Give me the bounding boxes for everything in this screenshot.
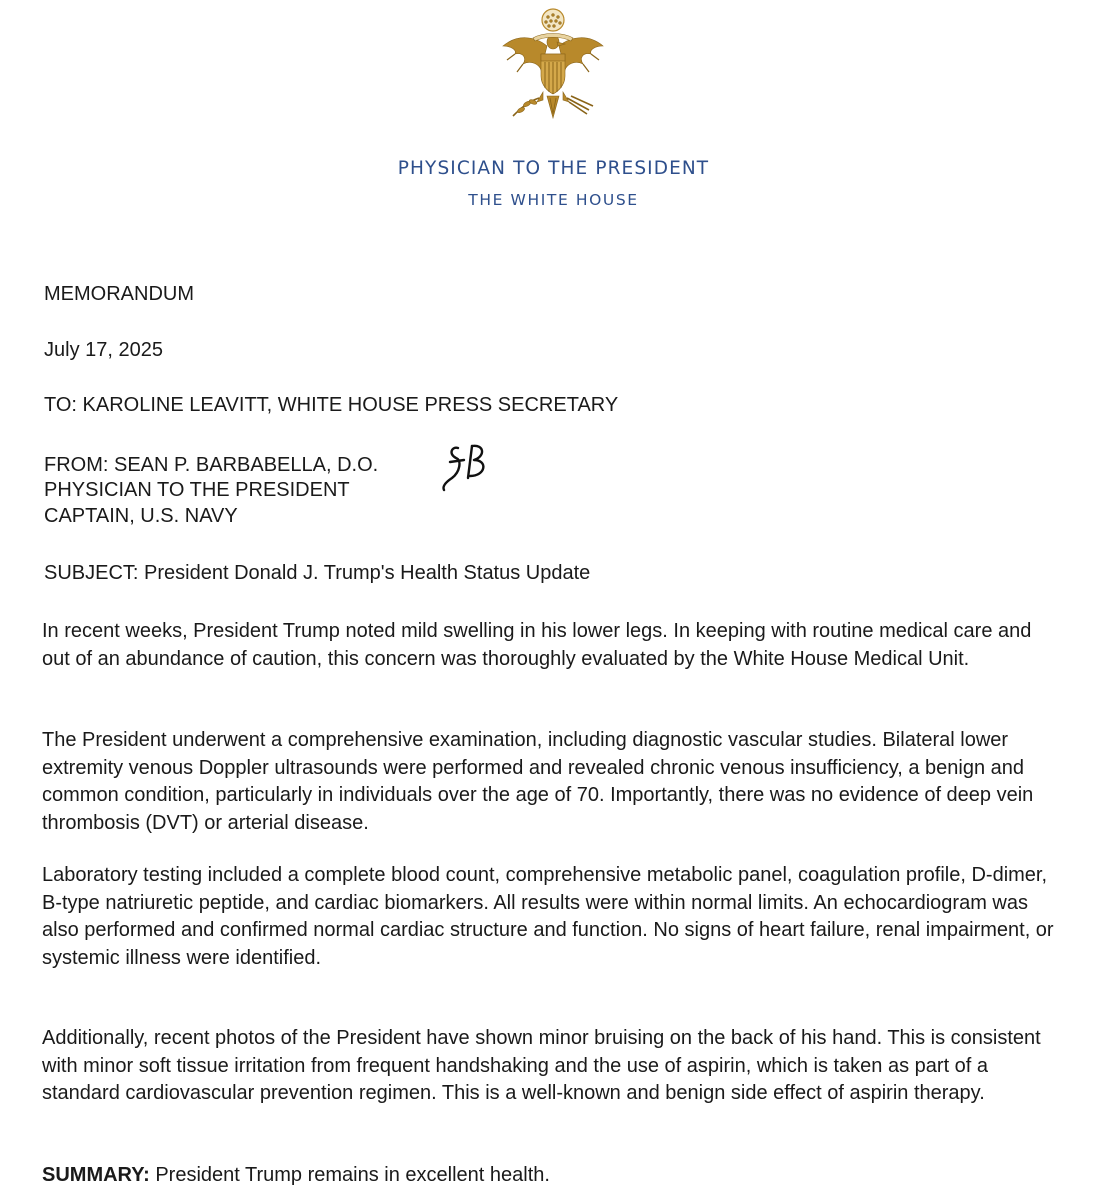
letterhead-subtitle: THE WHITE HOUSE xyxy=(468,191,639,209)
summary-text: President Trump remains in excellent health. xyxy=(149,1164,550,1186)
memo-date: July 17, 2025 xyxy=(44,339,163,361)
memo-from: FROM: SEAN P. BARBABELLA, D.O. xyxy=(44,454,379,476)
body-paragraph: In recent weeks, President Trump noted mild swelling in his lower legs. In keeping with routine medical care and out of an abundance of caution, this concern was thoroughly evaluated by the White House Medical Unit. xyxy=(42,620,1032,670)
letterhead-title: PHYSICIAN TO THE PRESIDENT xyxy=(397,158,710,179)
body-paragraph: Additionally, recent photos of the President have shown minor bruising on the back of his hand. This is consistent with minor soft tissue irritation from frequent handshaking and the use of aspirin, which is taken as part of a standard cardiovascular prevention regimen. This is a well-known and benign side effect of aspirin therapy. xyxy=(42,1027,1041,1104)
memo-from-rank: CAPTAIN, U.S. NAVY xyxy=(44,505,238,527)
memo-to: TO: KAROLINE LEAVITT, WHITE HOUSE PRESS SECRETARY xyxy=(44,394,619,416)
summary-label: SUMMARY: xyxy=(42,1164,150,1186)
summary xyxy=(42,1162,1057,1190)
memo-subject: SUBJECT: President Donald J. Trump's Health Status Update xyxy=(44,562,591,584)
presidential-seal-icon xyxy=(497,6,609,130)
memo-type: MEMORANDUM xyxy=(44,283,194,305)
memo-from-title: PHYSICIAN TO THE PRESIDENT xyxy=(44,479,350,501)
body-paragraph: Laboratory testing included a complete blood count, comprehensive metabolic panel, coagulation profile, D-dimer, B-type natriuretic peptide, and cardiac biomarkers. All results were within normal limits. An echocardiogram was also performed and confirmed normal cardiac structure and function. No signs of heart failure, renal impairment, or systemic illness were identified. xyxy=(42,864,1054,969)
signature-initials xyxy=(436,438,492,494)
body-paragraph: The President underwent a comprehensive examination, including diagnostic vascular studies. Bilateral lower extremity venous Doppler ultrasounds were performed and revealed chronic venous insufficiency, a benign and common condition, particularly in individuals over the age of 70. Importantly, there was no evidence of deep vein thrombosis (DVT) or arterial disease. xyxy=(42,729,1034,834)
